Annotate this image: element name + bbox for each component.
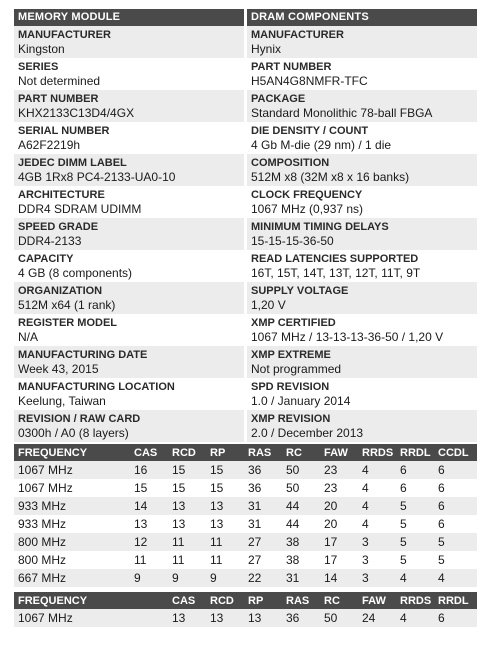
spec-value: 4 GB (8 components) (18, 266, 133, 280)
column-header: RP (244, 592, 282, 609)
timing-cell: 4 (358, 461, 396, 479)
spec-field (247, 26, 477, 58)
spec-value: 4 Gb M-die (29 nm) / 1 die (251, 138, 392, 152)
spec-label: JEDEC DIMM LABEL (18, 157, 127, 169)
spec-value: N/A (18, 330, 39, 344)
jedec-timing-row (14, 479, 477, 497)
column-header: RC (320, 592, 358, 609)
spec-label: CAPACITY (18, 253, 74, 265)
spec-field (247, 218, 477, 250)
timing-cell: 38 (282, 551, 320, 569)
timing-cell: 13 (130, 515, 168, 533)
spec-columns (14, 9, 477, 442)
column-header: RP (206, 444, 244, 461)
column-header: CAS (130, 444, 168, 461)
timing-cell: 13 (168, 497, 206, 515)
column-header: FAW (358, 592, 396, 609)
spec-field (14, 122, 244, 154)
timing-cell: 14 (130, 497, 168, 515)
timing-cell: 5 (396, 533, 434, 551)
spec-field (14, 154, 244, 186)
spd-report (14, 9, 477, 627)
timing-cell: 20 (320, 515, 358, 533)
spec-field (14, 186, 244, 218)
timing-cell: 44 (282, 497, 320, 515)
timing-cell: 3 (358, 569, 396, 587)
timing-cell: 14 (320, 569, 358, 587)
spec-value: 0300h / A0 (8 layers) (18, 426, 129, 440)
timing-cell: 50 (282, 479, 320, 497)
spec-label: ORGANIZATION (18, 285, 103, 297)
spec-field (247, 250, 477, 282)
timing-cell: 15 (130, 479, 168, 497)
jedec-timing-row (14, 569, 477, 587)
spec-label: MANUFACTURING LOCATION (18, 381, 175, 393)
timing-cell: 12 (130, 533, 168, 551)
spec-value: Not determined (18, 74, 101, 88)
spec-label: SERIAL NUMBER (18, 125, 110, 137)
timing-cell: 5 (434, 551, 477, 569)
timing-cell: 13 (168, 515, 206, 533)
column-header: RRDL (396, 444, 434, 461)
spec-field (247, 410, 477, 442)
timing-cell: 16 (130, 461, 168, 479)
timing-cell: 6 (396, 461, 434, 479)
timing-cell: 20 (320, 497, 358, 515)
column-header: RRDL (434, 592, 477, 609)
xmp-header-row (14, 592, 477, 609)
timing-cell: 800 MHz (14, 533, 130, 551)
spec-field (14, 250, 244, 282)
spec-label: PACKAGE (251, 93, 306, 105)
spec-value: 4GB 1Rx8 PC4-2133-UA0-10 (18, 170, 176, 184)
spec-field (247, 122, 477, 154)
timing-cell: 24 (358, 609, 396, 627)
spec-field (14, 26, 244, 58)
timing-cell: 3 (358, 533, 396, 551)
timing-cell: 9 (206, 569, 244, 587)
timing-cell: 6 (434, 479, 477, 497)
timing-cell: 6 (434, 515, 477, 533)
spec-value: 512M x64 (1 rank) (18, 298, 116, 312)
timing-cell: 4 (396, 609, 434, 627)
jedec-timing-row (14, 497, 477, 515)
spec-label: DIE DENSITY / COUNT (251, 125, 369, 137)
memory-module-header: MEMORY MODULE (14, 9, 244, 26)
timing-cell: 15 (168, 461, 206, 479)
column-header: RAS (282, 592, 320, 609)
timing-cell: 36 (244, 479, 282, 497)
timing-cell: 4 (358, 515, 396, 533)
spec-label: SERIES (18, 61, 59, 73)
timing-cell: 11 (206, 533, 244, 551)
spec-value: DDR4 SDRAM UDIMM (18, 202, 142, 216)
timing-cell: 4 (358, 497, 396, 515)
timing-cell: 15 (206, 479, 244, 497)
spec-value: 1067 MHz (0,937 ns) (251, 202, 364, 216)
jedec-timing-row (14, 515, 477, 533)
timing-cell: 17 (320, 533, 358, 551)
timing-cell: 6 (434, 461, 477, 479)
jedec-timings-table (14, 444, 477, 587)
jedec-timing-row (14, 551, 477, 569)
column-header: CCDL (434, 444, 477, 461)
spec-value: 1.0 / January 2014 (251, 394, 351, 408)
timing-cell: 31 (282, 569, 320, 587)
spec-label: COMPOSITION (251, 157, 330, 169)
spec-label: MANUFACTURING DATE (18, 349, 148, 361)
spec-value: Keelung, Taiwan (18, 394, 106, 408)
spec-value: Not programmed (251, 362, 342, 376)
timing-cell: 6 (396, 479, 434, 497)
dram-components-column (247, 9, 477, 442)
timing-cell: 27 (244, 551, 282, 569)
jedec-timing-row (14, 533, 477, 551)
timing-cell: 38 (282, 533, 320, 551)
column-header: RRDS (358, 444, 396, 461)
spec-value: 1067 MHz / 13-13-13-36-50 / 1,20 V (251, 330, 444, 344)
spec-field (247, 58, 477, 90)
timing-cell: 23 (320, 479, 358, 497)
dram-components-header: DRAM COMPONENTS (247, 9, 477, 26)
timing-cell: 4 (358, 479, 396, 497)
spec-value: H5AN4G8NMFR-TFC (251, 74, 368, 88)
spec-label: SPD REVISION (251, 381, 330, 393)
spec-label: MANUFACTURER (251, 29, 344, 41)
timing-cell: 6 (434, 497, 477, 515)
timing-cell: 667 MHz (14, 569, 130, 587)
spec-value: Week 43, 2015 (18, 362, 99, 376)
spec-label: SUPPLY VOLTAGE (251, 285, 349, 297)
spec-field (247, 154, 477, 186)
spec-field (14, 218, 244, 250)
spec-field (247, 186, 477, 218)
spec-value: Hynix (251, 42, 282, 56)
spec-label: XMP CERTIFIED (251, 317, 336, 329)
column-header: FREQUENCY (14, 592, 168, 609)
spec-label: PART NUMBER (251, 61, 332, 73)
timing-cell: 1067 MHz (14, 479, 130, 497)
spec-value: 2.0 / December 2013 (251, 426, 364, 440)
spec-field (247, 282, 477, 314)
timing-cell: 27 (244, 533, 282, 551)
column-header: RRDS (396, 592, 434, 609)
timing-cell: 22 (244, 569, 282, 587)
timing-cell: 36 (282, 609, 320, 627)
spec-label: PART NUMBER (18, 93, 99, 105)
column-header: RCD (206, 592, 244, 609)
spec-label: REGISTER MODEL (18, 317, 118, 329)
spec-field (247, 378, 477, 410)
timing-cell: 11 (168, 533, 206, 551)
spec-value: 512M x8 (32M x8 x 16 banks) (251, 170, 410, 184)
timing-cell: 13 (168, 609, 206, 627)
timing-cell: 11 (168, 551, 206, 569)
timing-cell: 1067 MHz (14, 461, 130, 479)
timing-cell: 44 (282, 515, 320, 533)
timing-cell: 11 (206, 551, 244, 569)
spec-field (247, 314, 477, 346)
timing-cell: 1067 MHz (14, 609, 168, 627)
spec-field (14, 346, 244, 378)
timing-cell: 31 (244, 515, 282, 533)
spec-field (14, 90, 244, 122)
spec-label: MINIMUM TIMING DELAYS (251, 221, 389, 233)
timing-cell: 31 (244, 497, 282, 515)
column-header: RCD (168, 444, 206, 461)
timing-cell: 15 (206, 461, 244, 479)
timing-cell: 9 (168, 569, 206, 587)
jedec-timing-row (14, 461, 477, 479)
spec-field (247, 90, 477, 122)
memory-module-column (14, 9, 244, 442)
xmp-timings-table (14, 592, 477, 627)
timing-cell: 4 (434, 569, 477, 587)
spec-field (14, 58, 244, 90)
timing-cell: 6 (434, 609, 477, 627)
spec-field (247, 346, 477, 378)
spec-label: READ LATENCIES SUPPORTED (251, 253, 419, 265)
column-header: FAW (320, 444, 358, 461)
jedec-header-row (14, 444, 477, 461)
spec-value: 1,20 V (251, 298, 286, 312)
timing-cell: 13 (206, 609, 244, 627)
timing-cell: 13 (206, 515, 244, 533)
spec-label: XMP EXTREME (251, 349, 331, 361)
spec-label: SPEED GRADE (18, 221, 99, 233)
spec-value: 15-15-15-36-50 (251, 234, 334, 248)
spec-value: Standard Monolithic 78-ball FBGA (251, 106, 433, 120)
timing-cell: 3 (358, 551, 396, 569)
xmp-timing-row (14, 609, 477, 627)
spec-field (14, 378, 244, 410)
timing-cell: 800 MHz (14, 551, 130, 569)
timing-cell: 5 (396, 515, 434, 533)
timing-cell: 933 MHz (14, 497, 130, 515)
timing-cell: 5 (434, 533, 477, 551)
timing-cell: 13 (244, 609, 282, 627)
spec-label: MANUFACTURER (18, 29, 111, 41)
spec-value: A62F2219h (18, 138, 81, 152)
timing-cell: 17 (320, 551, 358, 569)
spec-field (14, 410, 244, 442)
spec-field (14, 282, 244, 314)
timing-cell: 50 (282, 461, 320, 479)
spec-value: 16T, 15T, 14T, 13T, 12T, 11T, 9T (251, 266, 421, 280)
timing-cell: 11 (130, 551, 168, 569)
timing-cell: 36 (244, 461, 282, 479)
spec-label: ARCHITECTURE (18, 189, 105, 201)
timing-cell: 23 (320, 461, 358, 479)
timing-cell: 5 (396, 497, 434, 515)
column-header: RC (282, 444, 320, 461)
timing-cell: 4 (396, 569, 434, 587)
timing-cell: 5 (396, 551, 434, 569)
timing-cell: 13 (206, 497, 244, 515)
spec-label: REVISION / RAW CARD (18, 413, 141, 425)
spec-label: XMP REVISION (251, 413, 331, 425)
spec-label: CLOCK FREQUENCY (251, 189, 363, 201)
spec-value: DDR4-2133 (18, 234, 82, 248)
spec-field (14, 314, 244, 346)
column-header: FREQUENCY (14, 444, 130, 461)
timing-cell: 15 (168, 479, 206, 497)
column-header: RAS (244, 444, 282, 461)
timing-cell: 933 MHz (14, 515, 130, 533)
spec-value: Kingston (18, 42, 65, 56)
timing-cell: 9 (130, 569, 168, 587)
column-header: CAS (168, 592, 206, 609)
timing-cell: 50 (320, 609, 358, 627)
spec-value: KHX2133C13D4/4GX (18, 106, 135, 120)
